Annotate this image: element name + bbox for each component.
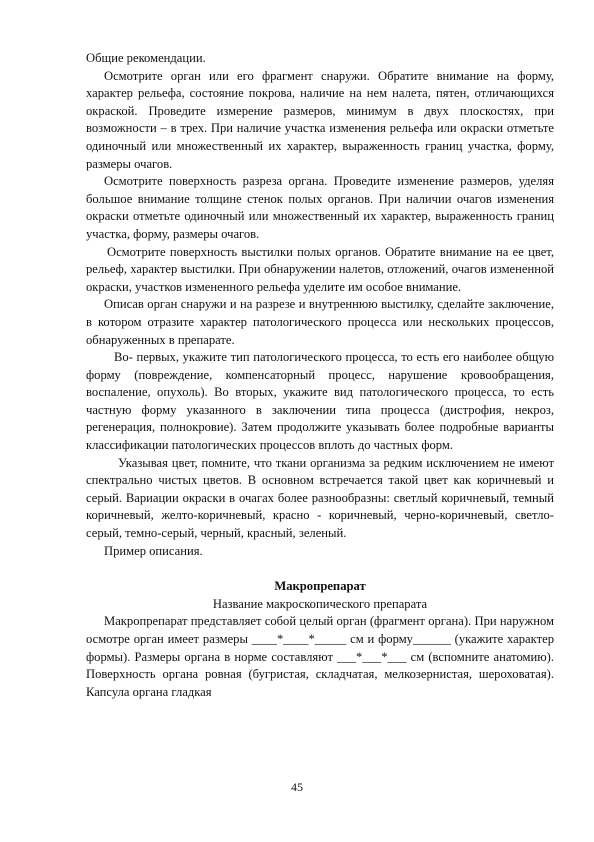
- section-subheading: Название макроскопического препарата: [212, 596, 428, 611]
- example-label: Пример описания.: [104, 543, 203, 558]
- paragraph-color-notes: Указывая цвет, помните, что ткани организма за редким исключением не имеют спектрально чистых цветов. В основном встречается такой цвет как коричневый и серый. Вариации окраски в очагах более разнообразны: светлый коричневый, темный коричневый, желто-коричневый, красно - коричневый, черно-коричневый, светло-серый, темно-серый, черный, красный, зеленый.: [86, 455, 554, 541]
- paragraph-lining-surface: Осмотрите поверхность выстилки полых органов. Обратите внимание на ее цвет, рельеф, характер выстилки. При обнаружении налетов, отложений, очагов измененной окраски, участков измененного рельефа уделите им особое внимание.: [86, 244, 554, 294]
- paragraph-cut-surface: Осмотрите поверхность разреза органа. Проведите изменение размеров, уделяя большое внимание толщине стенок полых органов. При наличии очагов изменения окраски отметьте одиночный или множественный их характер, выраженность границ участка, форму, размеры очагов.: [86, 174, 554, 241]
- general-recommendations-title: Общие рекомендации.: [86, 51, 206, 65]
- section-paragraph: Макропрепарат представляет собой целый орган (фрагмент органа). При наружном осмотре орган имеет размеры ____*____*_____ см и форму______ (укажите характер формы). Размеры органа в норме составляют ___*___*___ см (вспомните анатомию). Поверхность органа ровная (бугристая, складчатая, мелкозернистая, шероховатая). Капсула органа гладкая: [86, 614, 554, 699]
- document-page: [86, 50, 554, 701]
- paragraph-conclusion: Описав орган снаружи и на разрезе и внутреннюю выстилку, сделайте заключение, в котором отразите характер патологического процесса или нескольких процессов, обнаруженных в препарате.: [86, 297, 554, 347]
- section-heading: Макропрепарат: [274, 579, 366, 594]
- paragraph-outer-inspection: Осмотрите орган или его фрагмент снаружи. Обратите внимание на форму, характер рельефа, состояние покрова, наличие на нем налета, пятен, отличающихся окраской. Проведите измерение размеров, минимум в двух плоскостях, при возможности – в трех. При наличие участка изменения рельефа или окраски отметьте одиночный или множественный их характер, выраженность границ участка, форму, размеры очагов.: [86, 68, 554, 171]
- paragraph-process-type: Во- первых, укажите тип патологического процесса, то есть его наиболее общую форму (повреждение, компенсаторный процесс, нарушение кровообращения, воспаление, опухоль). Во вторых, укажите вид патологического процесса, то есть частную форму указанного в заключении типа процесса (дистрофия, некроз, регенерация, полнокровие). Затем продолжите указывать более подробные варианты классификации патологических процессов вплоть до частных форм.: [86, 350, 554, 453]
- page-number: 45: [291, 780, 303, 794]
